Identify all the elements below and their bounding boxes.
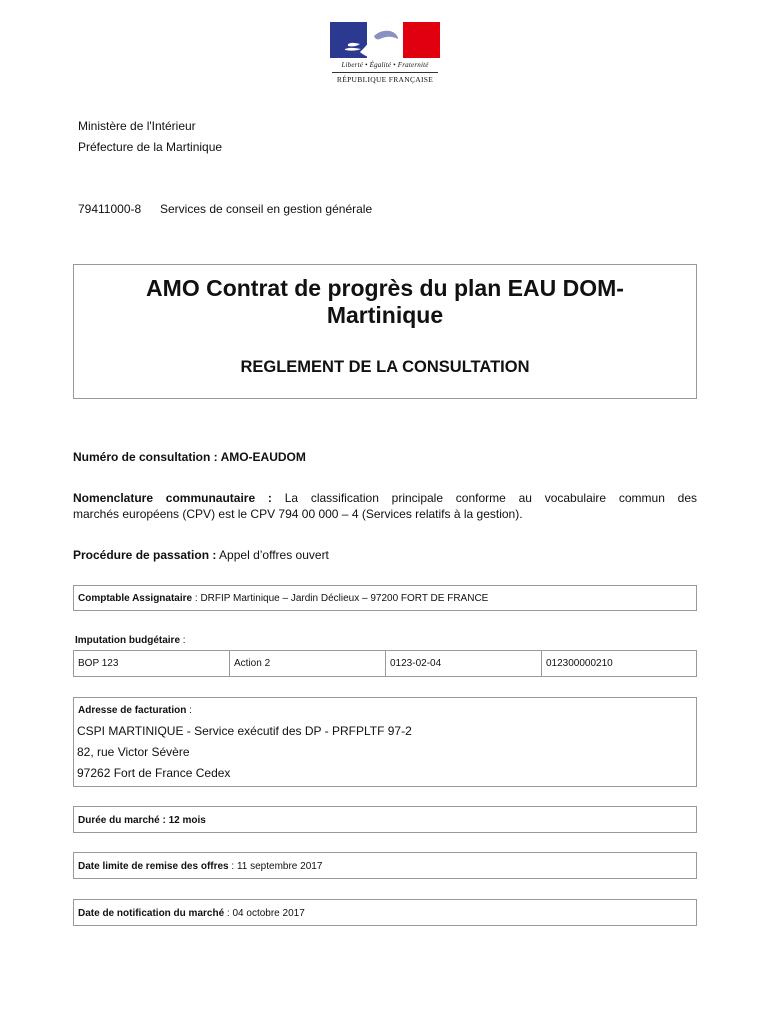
document-subtitle: REGLEMENT DE LA CONSULTATION <box>240 358 530 376</box>
imputation-cell-action: Action 2 <box>230 651 386 676</box>
date-notification-line <box>78 908 305 919</box>
duree-line <box>78 815 206 826</box>
nomenclature-text-2: marchés européens (CPV) est le CPV 794 00 000 – 4 (Services relatifs à la gestion). <box>73 507 523 521</box>
procedure-value: Appel d’offres ouvert <box>219 548 329 562</box>
marianne-flag-icon <box>330 22 440 58</box>
logo-republic-label: RÉPUBLIQUE FRANÇAISE <box>336 75 434 84</box>
facturation-line-3: 97262 Fort de France Cedex <box>77 766 231 780</box>
date-limite-value: : 11 septembre 2017 <box>231 861 323 872</box>
date-notification-value: : 04 octobre 2017 <box>226 908 305 919</box>
cpv-code: 79411000-8 <box>78 202 142 216</box>
facturation-box <box>73 697 697 787</box>
comptable-line <box>78 593 488 604</box>
date-limite-box <box>73 852 697 879</box>
facturation-line-2: 82, rue Victor Sévère <box>77 745 190 759</box>
prefecture-label: Préfecture de la Martinique <box>78 140 223 154</box>
comptable-label: Comptable Assignataire <box>78 593 193 604</box>
procedure-label: Procédure de passation : <box>73 548 217 562</box>
date-limite-line <box>78 861 322 872</box>
republique-francaise-logo <box>330 22 440 86</box>
cpv-label: Services de conseil en gestion générale <box>160 202 373 216</box>
imputation-label: Imputation budgétaire <box>75 635 180 646</box>
duree-box <box>73 806 697 833</box>
nomenclature-text-1: La classification principale conforme au vocabulaire commun des <box>284 491 697 505</box>
title-line-2: Martinique <box>326 302 444 328</box>
facturation-line-1: CSPI MARTINIQUE - Service exécutif des DP - PRFPLTF 97-2 <box>77 724 412 738</box>
imputation-suffix: : <box>182 635 186 646</box>
duree-value: 12 mois <box>168 815 206 826</box>
nomenclature-label: Nomenclature communautaire : <box>73 491 272 505</box>
logo-motto: Liberté • Égalité • Fraternité <box>341 61 429 69</box>
ministry-label: Ministère de l'Intérieur <box>78 119 196 133</box>
comptable-value: : DRFIP Martinique – Jardin Déclieux – 97200 FORT DE FRANCE <box>194 593 489 604</box>
imputation-line <box>75 635 186 646</box>
comptable-box <box>73 585 697 611</box>
nomenclature-line-1 <box>73 491 697 505</box>
imputation-cell-bop: BOP 123 <box>74 651 230 676</box>
duree-label: Durée du marché : <box>78 815 166 826</box>
title-box <box>73 264 697 399</box>
facturation-heading <box>78 705 192 716</box>
date-notification-box <box>73 899 697 926</box>
facturation-label: Adresse de facturation <box>78 705 187 716</box>
imputation-table <box>73 650 697 677</box>
date-notification-label: Date de notification du marché <box>78 908 225 919</box>
imputation-cell-account: 012300000210 <box>546 658 613 669</box>
consultation-number: Numéro de consultation : AMO-EAUDOM <box>73 450 306 464</box>
facturation-suffix: : <box>189 705 192 716</box>
document-title <box>74 275 696 329</box>
procedure-line <box>73 548 329 562</box>
title-line-1: AMO Contrat de progrès du plan EAU DOM- <box>146 275 624 301</box>
logo-divider <box>332 72 438 73</box>
date-limite-label: Date limite de remise des offres <box>78 861 229 872</box>
imputation-cell-code: 0123-02-04 <box>386 651 542 676</box>
